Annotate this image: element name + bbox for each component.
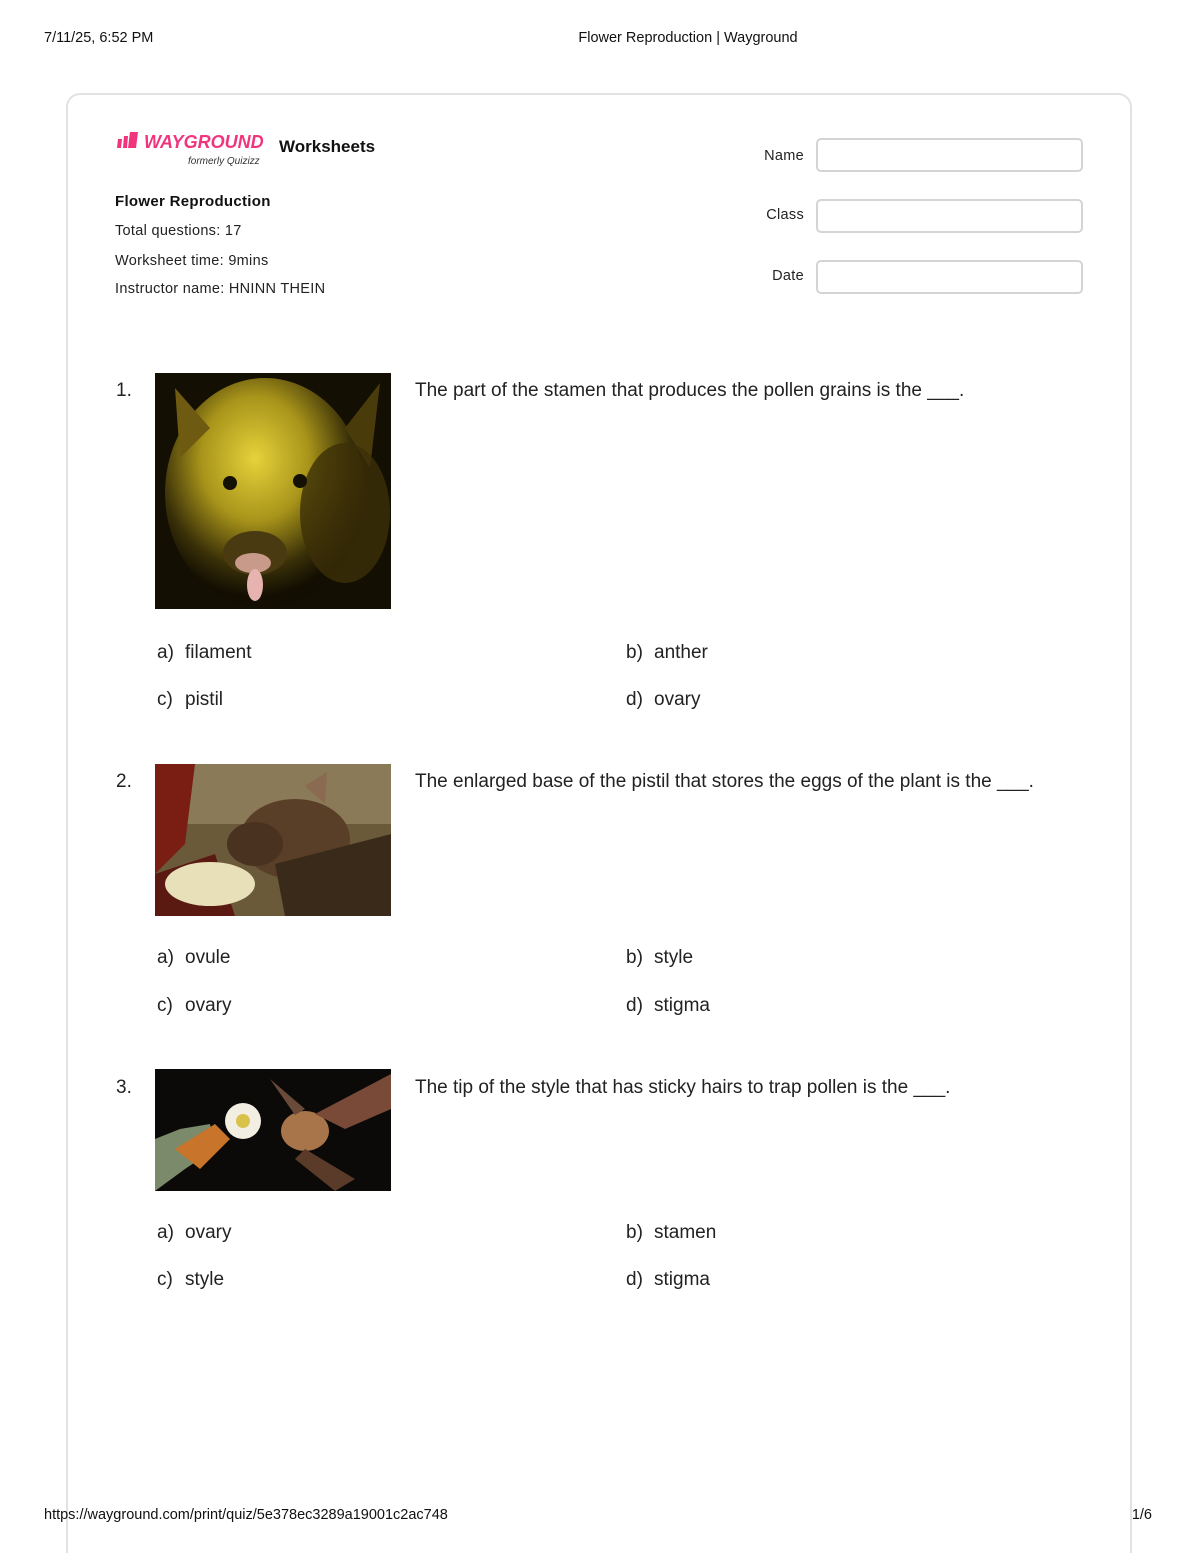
option-text: filament (185, 642, 252, 663)
option-text: stigma (654, 995, 710, 1016)
option-text: stamen (654, 1222, 717, 1243)
name-label: Name (764, 148, 804, 164)
question-text: The part of the stamen that produces the pollen grains is the ___. (415, 380, 965, 401)
option-text: pistil (185, 689, 224, 710)
question-number: 2. (116, 771, 132, 792)
worksheet-title: Flower Reproduction (115, 193, 271, 210)
worksheet-time: Worksheet time: 9mins (115, 253, 269, 269)
bat-pollen-image (155, 373, 391, 609)
option-a[interactable] (157, 642, 252, 664)
option-letter: d) (626, 689, 643, 710)
print-page-number: 1/6 (1131, 1507, 1152, 1523)
option-letter: a) (157, 947, 174, 968)
question-number: 1. (116, 380, 132, 401)
option-text: ovary (654, 689, 701, 710)
wayground-logo (116, 130, 276, 170)
option-letter: a) (157, 642, 174, 663)
option-text: anther (654, 642, 708, 663)
option-letter: b) (626, 642, 643, 663)
option-letter: d) (626, 995, 643, 1016)
date-field[interactable] (816, 260, 1083, 294)
bat-feeding-on-flower-icon (155, 764, 391, 916)
instructor-name: Instructor name: HNINN THEIN (115, 281, 326, 297)
option-d[interactable] (626, 689, 700, 711)
option-text: ovary (185, 995, 232, 1016)
option-text: style (654, 947, 694, 968)
option-b[interactable] (626, 1222, 716, 1244)
wayground-logo-icon (116, 130, 276, 170)
option-text: ovary (185, 1222, 232, 1243)
question-text: The enlarged base of the pistil that stores the eggs of the plant is the ___. (415, 771, 1034, 792)
option-letter: c) (157, 689, 173, 710)
option-letter: c) (157, 1269, 173, 1290)
logo-subtext: formerly Quizizz (188, 156, 260, 167)
option-letter: c) (157, 995, 173, 1016)
option-c[interactable] (157, 689, 223, 711)
option-d[interactable] (626, 995, 710, 1017)
option-b[interactable] (626, 642, 708, 664)
section-title: Worksheets (279, 137, 376, 156)
class-label: Class (766, 207, 804, 223)
date-label: Date (772, 268, 804, 284)
name-field[interactable] (816, 138, 1083, 172)
option-text: stigma (654, 1269, 710, 1290)
bat-covered-in-pollen-icon (155, 373, 391, 609)
option-letter: d) (626, 1269, 643, 1290)
bat-cactus-image (155, 1069, 391, 1191)
option-d[interactable] (626, 1269, 710, 1291)
option-c[interactable] (157, 995, 231, 1017)
print-page-title: Flower Reproduction | Wayground (578, 30, 798, 46)
option-letter: b) (626, 1222, 643, 1243)
question-text: The tip of the style that has sticky hairs to trap pollen is the ___. (415, 1077, 951, 1098)
option-letter: b) (626, 947, 643, 968)
print-datetime: 7/11/25, 6:52 PM (44, 30, 154, 46)
option-c[interactable] (157, 1269, 224, 1291)
question-number: 3. (116, 1077, 132, 1098)
class-field[interactable] (816, 199, 1083, 233)
print-url: https://wayground.com/print/quiz/5e378ec3289a19001c2ac748 (44, 1507, 448, 1523)
option-text: ovule (185, 947, 231, 968)
option-b[interactable] (626, 947, 693, 969)
bat-flower-image (155, 764, 391, 916)
option-letter: a) (157, 1222, 174, 1243)
logo-wordmark: WAYGROUND (144, 132, 264, 152)
bat-approaching-cactus-flower-icon (155, 1069, 391, 1191)
option-a[interactable] (157, 1222, 231, 1244)
option-text: style (185, 1269, 225, 1290)
option-a[interactable] (157, 947, 230, 969)
total-questions: Total questions: 17 (115, 223, 242, 239)
